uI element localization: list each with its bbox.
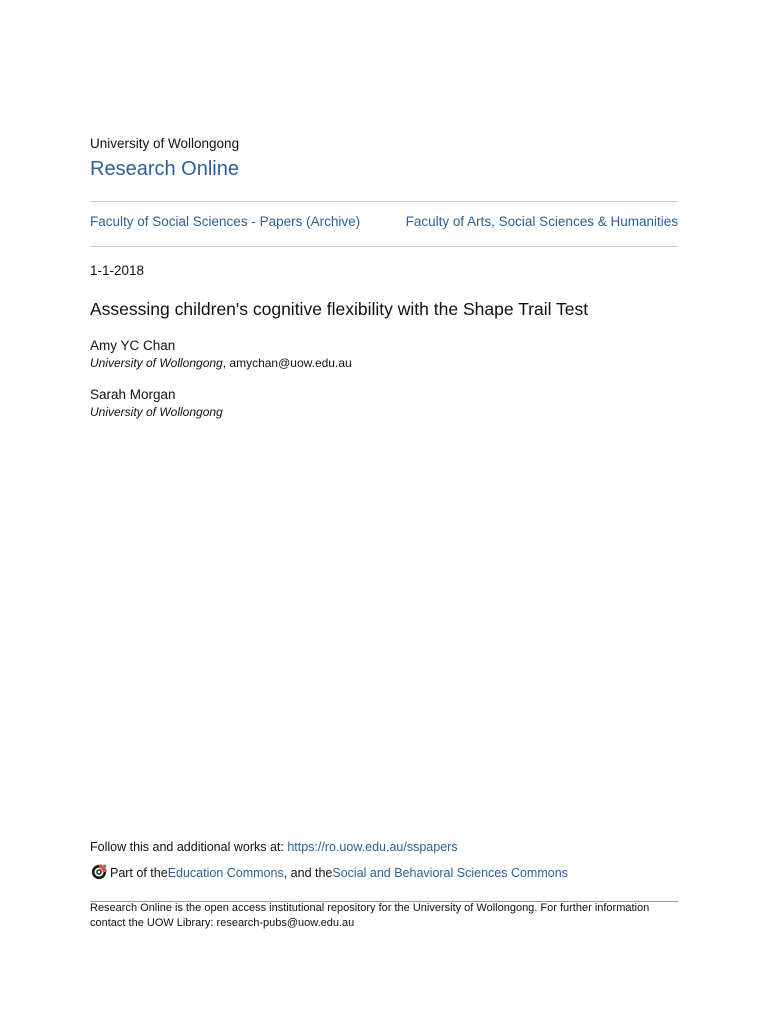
collection-link-social-sciences[interactable]: Faculty of Social Sciences - Papers (Archive) [90,214,361,229]
repository-title-link[interactable]: Research Online [90,158,239,180]
cover-page [90,0,678,1024]
collection-link-arts-humanities[interactable]: Faculty of Arts, Social Sciences & Humanities [405,214,678,229]
follow-url-link[interactable]: https://ro.uow.edu.au/sspapers [287,840,458,854]
author-affiliation [90,404,223,420]
affiliation-name: University of Wollongong [90,405,223,419]
social-behavioral-commons-link[interactable]: Social and Behavioral Sciences Commons [332,866,568,880]
part-of-prefix: Part of the [110,866,168,880]
publication-date: 1-1-2018 [90,263,145,278]
author-email: , amychan@uow.edu.au [222,356,352,370]
author-block [90,386,223,420]
article-title: Assessing children's cognitive flexibility with the Shape Trail Test [90,299,589,319]
affiliation-name: University of Wollongong [90,356,223,370]
author-name: Sarah Morgan [90,387,176,402]
author-name: Amy YC Chan [90,338,176,353]
institution-name: University of Wollongong [90,136,240,151]
collection-links [90,214,678,229]
footer-note: Research Online is the open access institutional repository for the University of Wollongong. For further information contact the UOW Library: research-pubs@uow.edu.au [90,902,650,929]
follow-prefix: Follow this and additional works at: [90,840,288,854]
and-the-text: , and the [283,866,333,880]
commons-icon [90,863,108,881]
divider-middle [90,246,678,247]
part-of-line [90,864,568,882]
divider-top [90,201,678,202]
education-commons-link[interactable]: Education Commons [167,866,284,880]
author-affiliation [90,355,352,371]
author-block [90,337,352,371]
follow-line [90,840,458,854]
